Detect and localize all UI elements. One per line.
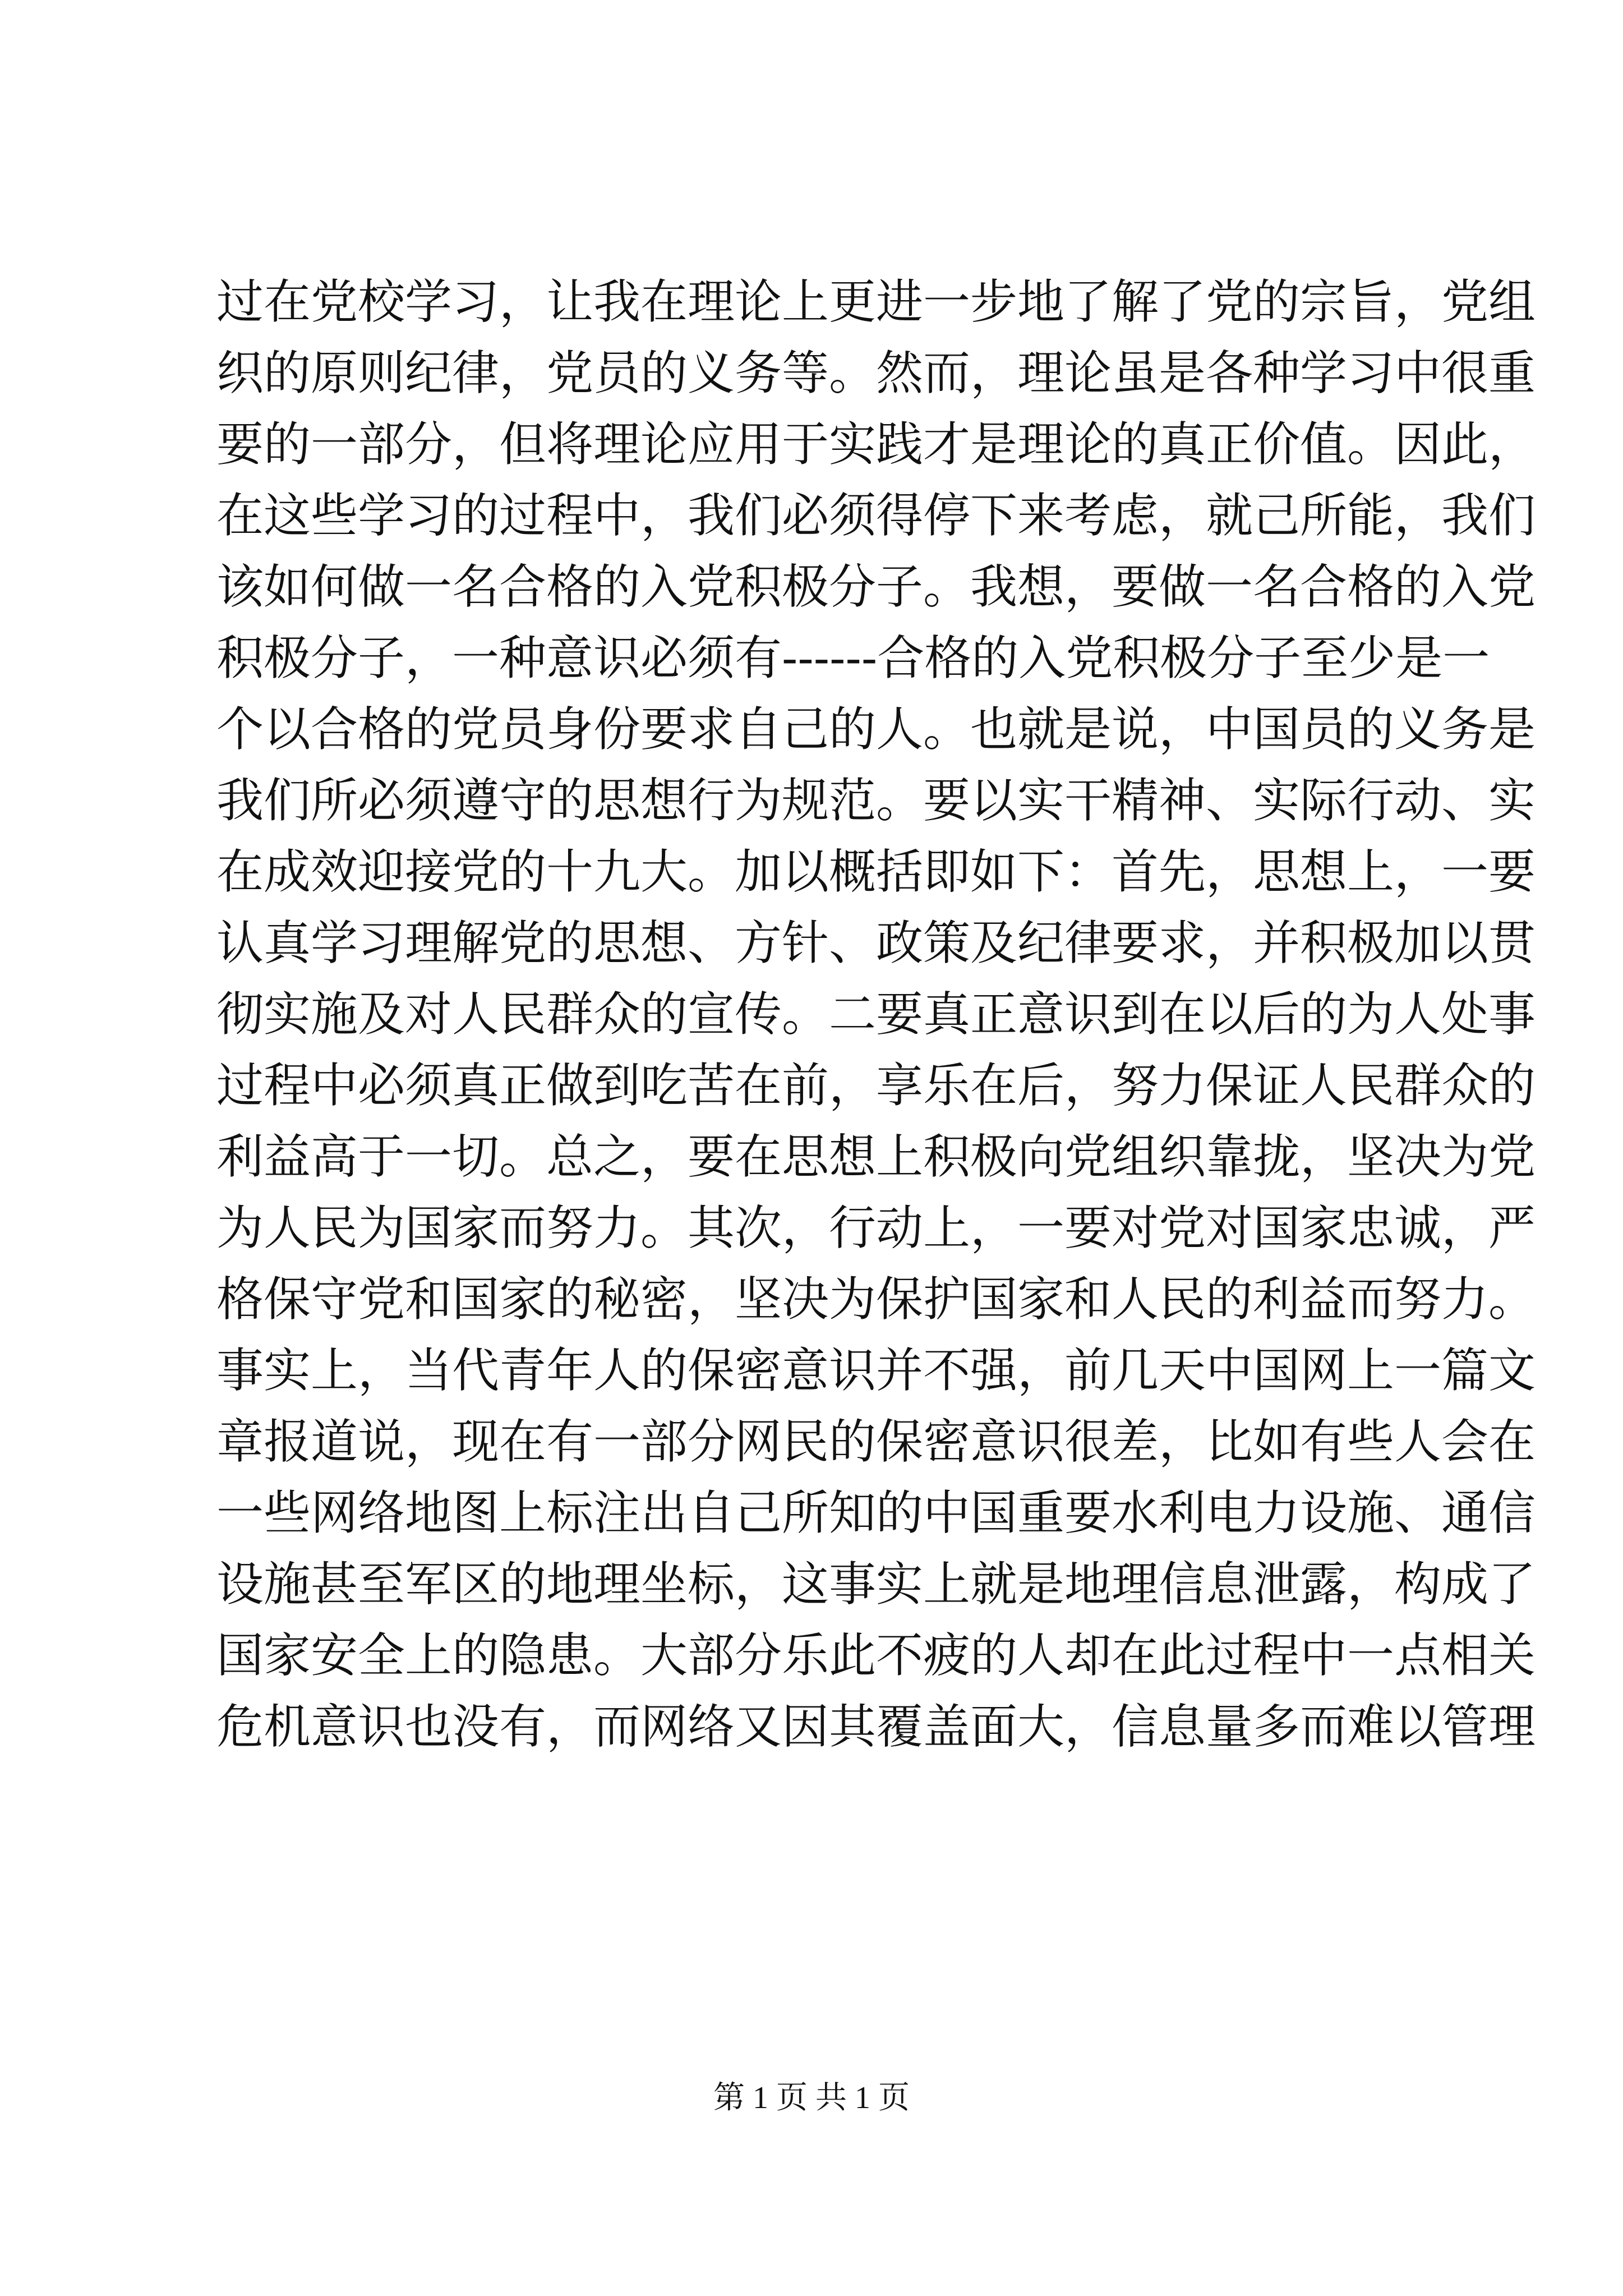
text-line: 在这些学习的过程中，我们必须得停下来考虑，就己所能，我们 xyxy=(216,488,1536,543)
text-line: 利益高于一切。总之，要在思想上积极向党组织靠拢，坚决为党 xyxy=(216,1129,1536,1184)
text-line: 章报道说，现在有一部分网民的保密意识很差，比如有些人会在 xyxy=(216,1414,1536,1469)
text-line: 一些网络地图上标注出自己所知的中国重要水利电力设施、通信 xyxy=(216,1485,1536,1540)
text-line: 我们所必须遵守的思想行为规范。要以实干精神、实际行动、实 xyxy=(216,773,1536,828)
text-line: 国家安全上的隐患。大部分乐此不疲的人却在此过程中一点相关 xyxy=(216,1628,1536,1683)
text-line: 设施甚至军区的地理坐标，这事实上就是地理信息泄露，构成了 xyxy=(216,1557,1536,1612)
text-line: 个以合格的党员身份要求自己的人。也就是说，中国员的义务是 xyxy=(216,702,1536,757)
text-line: 在成效迎接党的十九大。加以概括即如下：首先，思想上，一要 xyxy=(216,844,1536,899)
text-line: 为人民为国家而努力。其次，行动上，一要对党对国家忠诚，严 xyxy=(216,1200,1536,1255)
page-footer: 第 1 页 共 1 页 xyxy=(713,2081,910,2115)
text-line: 事实上，当代青年人的保密意识并不强，前几天中国网上一篇文 xyxy=(216,1343,1536,1398)
text-line: 积极分子，一种意识必须有------合格的入党积极分子至少是一 xyxy=(216,631,1490,685)
body-text xyxy=(216,266,1536,1763)
text-line: 认真学习理解党的思想、方针、政策及纪律要求，并积极加以贯 xyxy=(216,915,1536,970)
text-line: 要的一部分，但将理论应用于实践才是理论的真正价值。因此， xyxy=(216,417,1536,472)
text-line: 危机意识也没有，而网络又因其覆盖面大，信息量多而难以管理 xyxy=(216,1699,1536,1754)
text-line: 过在党校学习，让我在理论上更进一步地了解了党的宗旨，党组 xyxy=(216,274,1536,329)
text-line: 格保守党和国家的秘密，坚决为保护国家和人民的利益而努力。 xyxy=(216,1272,1536,1327)
text-line: 彻实施及对人民群众的宣传。二要真正意识到在以后的为人处事 xyxy=(216,987,1536,1042)
text-line: 过程中必须真正做到吃苦在前，享乐在后，努力保证人民群众的 xyxy=(216,1058,1536,1113)
text-line: 该如何做一名合格的入党积极分子。我想，要做一名合格的入党 xyxy=(216,559,1536,614)
text-line: 织的原则纪律，党员的义务等。然而，理论虽是各种学习中很重 xyxy=(216,346,1536,401)
